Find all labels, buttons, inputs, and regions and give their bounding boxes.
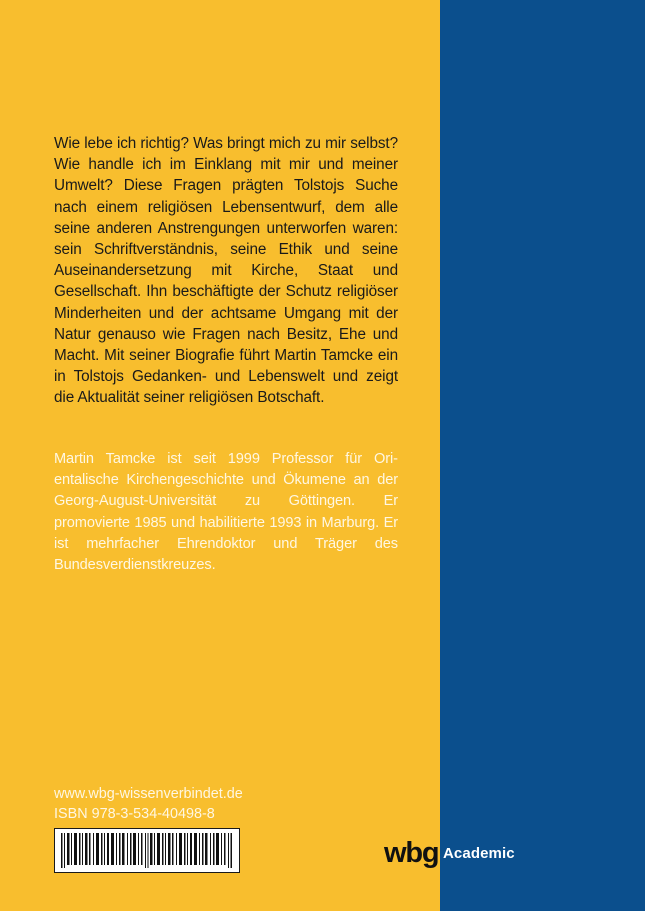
academic-imprint-label: Academic [443, 845, 515, 862]
wbg-logo-text: wbg [384, 837, 439, 869]
isbn-label: ISBN 978-3-534-40498-8 [54, 806, 215, 822]
isbn-barcode [54, 828, 240, 873]
barcode-graphic [59, 833, 235, 868]
author-bio: Martin Tamcke ist seit 1999 Professor für Orientalische Kirchengeschichte und Ökumene an der Georg-August-Universität zu Göttingen. Er promovierte 1985 und habilitierte 1993 in Marburg. Er ist mehrfacher Ehrendoktor und Träger des Bundesverdienstkreuzes. [54, 451, 398, 574]
book-blurb: Wie lebe ich richtig? Was bringt mich zu mir selbst? Wie handle ich im Einklang mit mir und meiner Umwelt? Diese Fragen prägten Tolstojs Suche nach einem religiösen Lebensentwurf, dem alle seine anderen Anstrengungen unterworfen waren: sein Schriftverständnis, seine Ethik und seine Auseinandersetzung mit Kirche, Staat und Gesellschaft. Ihn beschäftigte der Schutz religiöser Minderheiten und der achtsame Umgang mit der Natur genauso wie Fragen nach Besitz, Ehe und Macht. Mit seiner Biografie führt Martin Tamcke ein in Tolstojs Gedanken- und Lebenswelt und zeigt die Aktualität seiner religiösen Botschaft. [54, 135, 398, 407]
blue-cover-stripe [440, 0, 645, 911]
publisher-website: www.wbg-wissenverbindet.de [54, 786, 243, 802]
